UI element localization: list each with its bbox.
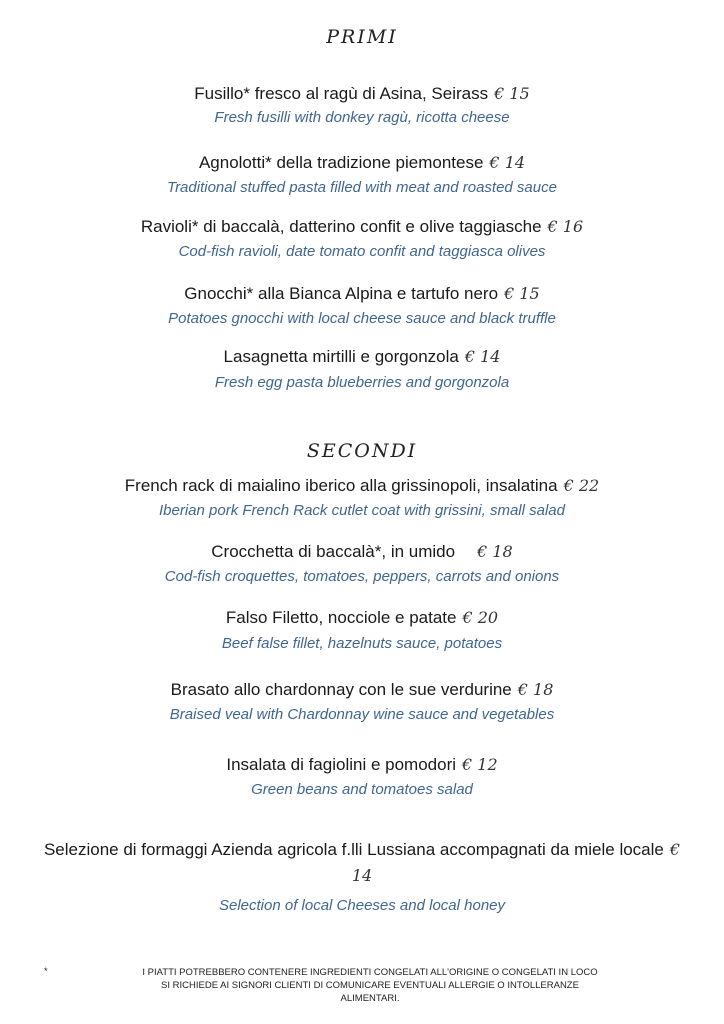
dish-name: [0, 679, 724, 701]
dish-translation: Iberian pork French Rack cutlet coat with grissini, small salad: [159, 502, 565, 519]
footnote-line: ALIMENTARI.: [340, 993, 400, 1004]
dish-price: € 18: [477, 542, 513, 561]
dish-name-text: Agnolotti* della tradizione piemontese: [198, 153, 484, 172]
dish-translation: Selection of local Cheeses and local honey: [218, 897, 506, 914]
dish-name-text: Lasagnetta mirtilli e gorgonzola: [223, 347, 459, 366]
footnote-line: SI RICHIEDE AI SIGNORI CLIENTI DI COMUNICARE EVENTUALI ALLERGIE O INTOLLERANZE: [161, 980, 579, 991]
dish-translation: Fresh egg pasta blueberries and gorgonzola: [214, 374, 510, 391]
dish-name: [0, 475, 724, 497]
dish-name: [0, 541, 724, 563]
cheese-selection-name: [42, 837, 682, 889]
dish-name-text: Gnocchi* alla Bianca Alpina e tartufo nero: [184, 284, 499, 303]
dish-price: € 15: [504, 284, 540, 303]
dish-name: [0, 346, 724, 368]
dish-name: [0, 83, 724, 105]
dish-translation: Potatoes gnocchi with local cheese sauce and black truffle: [168, 310, 556, 327]
dish-translation: Cod-fish ravioli, date tomato confit and taggiasca olives: [178, 243, 546, 260]
dish-name: [0, 607, 724, 629]
section-title-secondi: SECONDI: [306, 440, 418, 462]
dish-price: € 18: [517, 680, 554, 699]
dish-translation: Traditional stuffed pasta filled with meat and roasted sauce: [167, 179, 557, 196]
dish-price: € 14: [351, 840, 681, 885]
dish-price: € 20: [462, 608, 499, 627]
dish-name-text: Selezione di formaggi Azienda agricola f.lli Lussiana accompagnati da miele locale: [43, 840, 664, 859]
dish-name-text: French rack di maialino iberico alla grissinopoli, insalatina: [124, 476, 558, 495]
dish-name-text: Fusillo* fresco al ragù di Asina, Seirass: [194, 84, 489, 103]
dish-translation: Beef false fillet, hazelnuts sauce, potatoes: [221, 635, 503, 652]
dish-translation: Cod-fish croquettes, tomatoes, peppers, carrots and onions: [164, 568, 560, 585]
footnote-star: *: [44, 966, 48, 976]
dish-translation: Fresh fusilli with donkey ragù, ricotta cheese: [214, 109, 510, 126]
dish-translation: Braised veal with Chardonnay wine sauce and vegetables: [169, 706, 555, 723]
dish-price: € 22: [563, 476, 600, 495]
dish-price: € 14: [489, 153, 526, 172]
dish-name: [0, 152, 724, 174]
dish-price: € 12: [462, 755, 498, 774]
dish-name-text: Brasato allo chardonnay con le sue verdurine: [170, 680, 512, 699]
dish-price: € 16: [547, 217, 584, 236]
dish-price: € 14: [464, 347, 501, 366]
dish-name: [0, 754, 724, 776]
dish-name-text: Falso Filetto, nocciole e patate: [225, 608, 457, 627]
dish-name: [0, 216, 724, 238]
dish-name-text: Ravioli* di baccalà, datterino confit e olive taggiasche: [140, 217, 542, 236]
dish-price: € 15: [494, 84, 530, 103]
dish-name: [0, 283, 724, 305]
footnote-line: I PIATTI POTREBBERO CONTENERE INGREDIENTI CONGELATI ALL'ORIGINE O CONGELATI IN LOCO: [142, 967, 598, 978]
section-title-primi: PRIMI: [326, 26, 398, 48]
dish-name-text: Insalata di fagiolini e pomodori: [226, 755, 457, 774]
dish-translation: Green beans and tomatoes salad: [251, 781, 473, 798]
dish-name-text: Crocchetta di baccalà*, in umido: [211, 542, 456, 561]
